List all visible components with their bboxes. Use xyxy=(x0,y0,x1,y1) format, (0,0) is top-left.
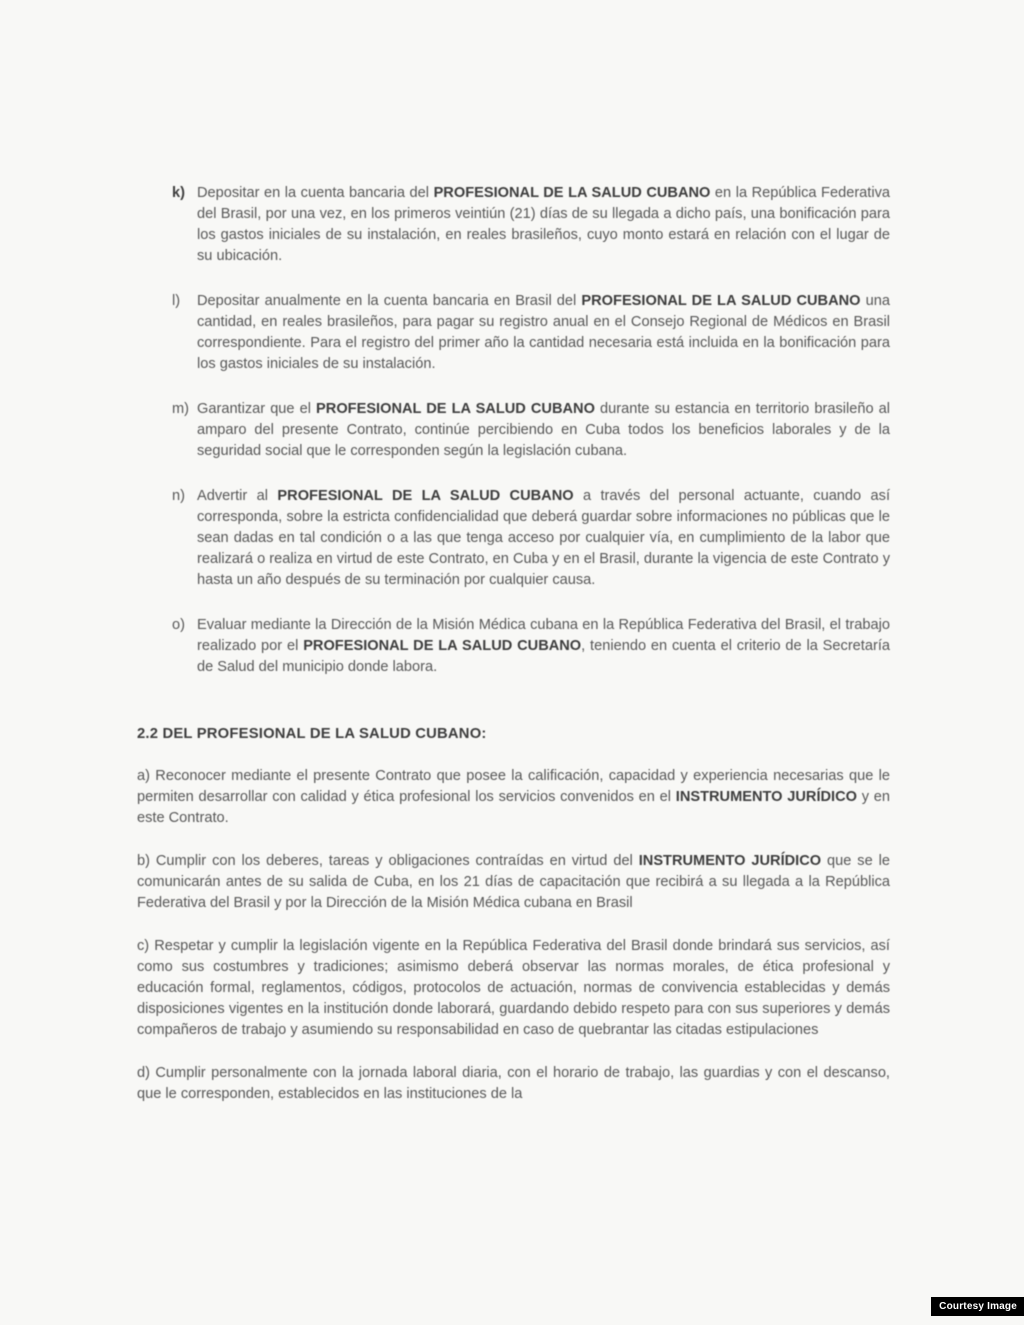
list-item-marker: l) xyxy=(172,293,181,309)
list-item xyxy=(172,615,890,678)
text-segment: b) Cumplir con los deberes, tareas y obligaciones contraídas en virtud del xyxy=(137,853,639,869)
text-segment: , teniendo en cuenta el criterio de la Secretaría de Salud del municipio donde labora. xyxy=(197,638,891,675)
list-item-text xyxy=(197,486,890,591)
text-segment: d) Cumplir personalmente con la jornada laboral diaria, con el horario de trabajo, las guardias y con el descanso, que le corresponden, establecidos en las instituciones de la xyxy=(137,1065,890,1102)
list-item xyxy=(172,291,890,375)
emphasis-text: PROFESIONAL DE LA SALUD CUBANO xyxy=(581,293,861,309)
text-segment: a través del personal actuante, cuando así corresponda, sobre la estricta confidencialidad que deberá guardar sobre informaciones no públicas que le sean dadas en tal condición o a las que tenga acceso por cualquier vía, en cumplimiento de la labor que realizará o realiza en virtud de este Contrato, en Cuba y en el Brasil, durante la vigencia de este Contrato y hasta un año después de su terminación por cualquier causa. xyxy=(197,488,891,588)
list-item-text xyxy=(197,291,890,375)
emphasis-text: PROFESIONAL DE LA SALUD CUBANO xyxy=(277,488,574,504)
list-item-marker: k) xyxy=(172,185,185,201)
text-segment: a) Reconocer mediante el presente Contrato que posee la calificación, capacidad y experiencia necesarias que le permiten desarrollar con calidad y ética profesional los servicios convenidos en el xyxy=(137,768,890,805)
list-item xyxy=(172,183,890,267)
courtesy-image-badge: Courtesy Image xyxy=(931,1297,1024,1316)
emphasis-text: PROFESIONAL DE LA SALUD CUBANO xyxy=(316,401,595,417)
text-segment: una cantidad, en reales brasileños, para pagar su registro anual en el Consejo Regional de Médicos en Brasil correspondiente. Para el registro del primer año la cantidad necesaria está incluida en la bonificación para los gastos iniciales de su instalación. xyxy=(197,293,891,372)
emphasis-text: INSTRUMENTO JURÍDICO xyxy=(638,853,822,869)
list-item-marker: m) xyxy=(172,401,190,417)
text-segment: Depositar en la cuenta bancaria del xyxy=(197,185,434,201)
clause-paragraph xyxy=(137,1063,890,1105)
text-segment: c) Respetar y cumplir la legislación vigente en la República Federativa del Brasil donde brindará sus servicios, así como sus costumbres y tradiciones; asimismo deberá observar las normas morales, de ética profesional y educación formal, reglamentos, códigos, protocolos de actuación, normas de convivencia establecidas y demás disposiciones vigentes en la institución donde laborará, guardando debido respeto para con sus superiores y demás compañeros de trabajo y asumiendo su responsabilidad en caso de quebrantar las citadas estipulaciones xyxy=(137,938,890,1038)
clauses-container xyxy=(137,766,890,1105)
text-segment: durante su estancia en territorio brasileño al amparo del presente Contrato, continúe percibiendo en Cuba todos los beneficios laborales y de la seguridad social que le corresponden según la legislación cubana. xyxy=(197,401,891,459)
list-item xyxy=(172,399,890,462)
obligations-list xyxy=(137,183,890,678)
clause-paragraph xyxy=(137,936,890,1041)
emphasis-text: PROFESIONAL DE LA SALUD CUBANO xyxy=(433,185,711,201)
list-item-text xyxy=(197,615,890,678)
list-item-text xyxy=(197,183,890,267)
text-segment: que se le comunicarán antes de su salida de Cuba, en los 21 días de capacitación que recibirá a su llegada a la República Federativa del Brasil y por la Dirección de la Misión Médica cubana en Brasil xyxy=(137,853,890,911)
text-segment: y en este Contrato. xyxy=(137,789,891,826)
text-segment: Garantizar que el xyxy=(197,401,317,417)
contract-body xyxy=(137,183,890,1127)
clause-paragraph xyxy=(137,766,890,829)
section-heading: 2.2 DEL PROFESIONAL DE LA SALUD CUBANO: xyxy=(137,726,487,742)
clause-paragraph xyxy=(137,851,890,914)
emphasis-text: INSTRUMENTO JURÍDICO xyxy=(675,789,857,805)
emphasis-text: PROFESIONAL DE LA SALUD CUBANO xyxy=(303,638,582,654)
text-segment: Depositar anualmente en la cuenta bancaria en Brasil del xyxy=(197,293,582,309)
text-segment: Advertir al xyxy=(197,488,278,504)
text-segment: Evaluar mediante la Dirección de la Misión Médica cubana en la República Federativa del Brasil, el trabajo realizado por el xyxy=(197,617,890,654)
text-segment: en la República Federativa del Brasil, por una vez, en los primeros veintiún (21) días de su llegada a dicho país, una bonificación para los gastos iniciales de su instalación, en reales brasileños, cuyo monto estará en relación con el lugar de su ubicación. xyxy=(197,185,890,264)
list-item-marker: n) xyxy=(172,488,185,504)
list-item-text xyxy=(197,399,890,462)
list-item xyxy=(172,486,890,591)
list-item-marker: o) xyxy=(172,617,185,633)
